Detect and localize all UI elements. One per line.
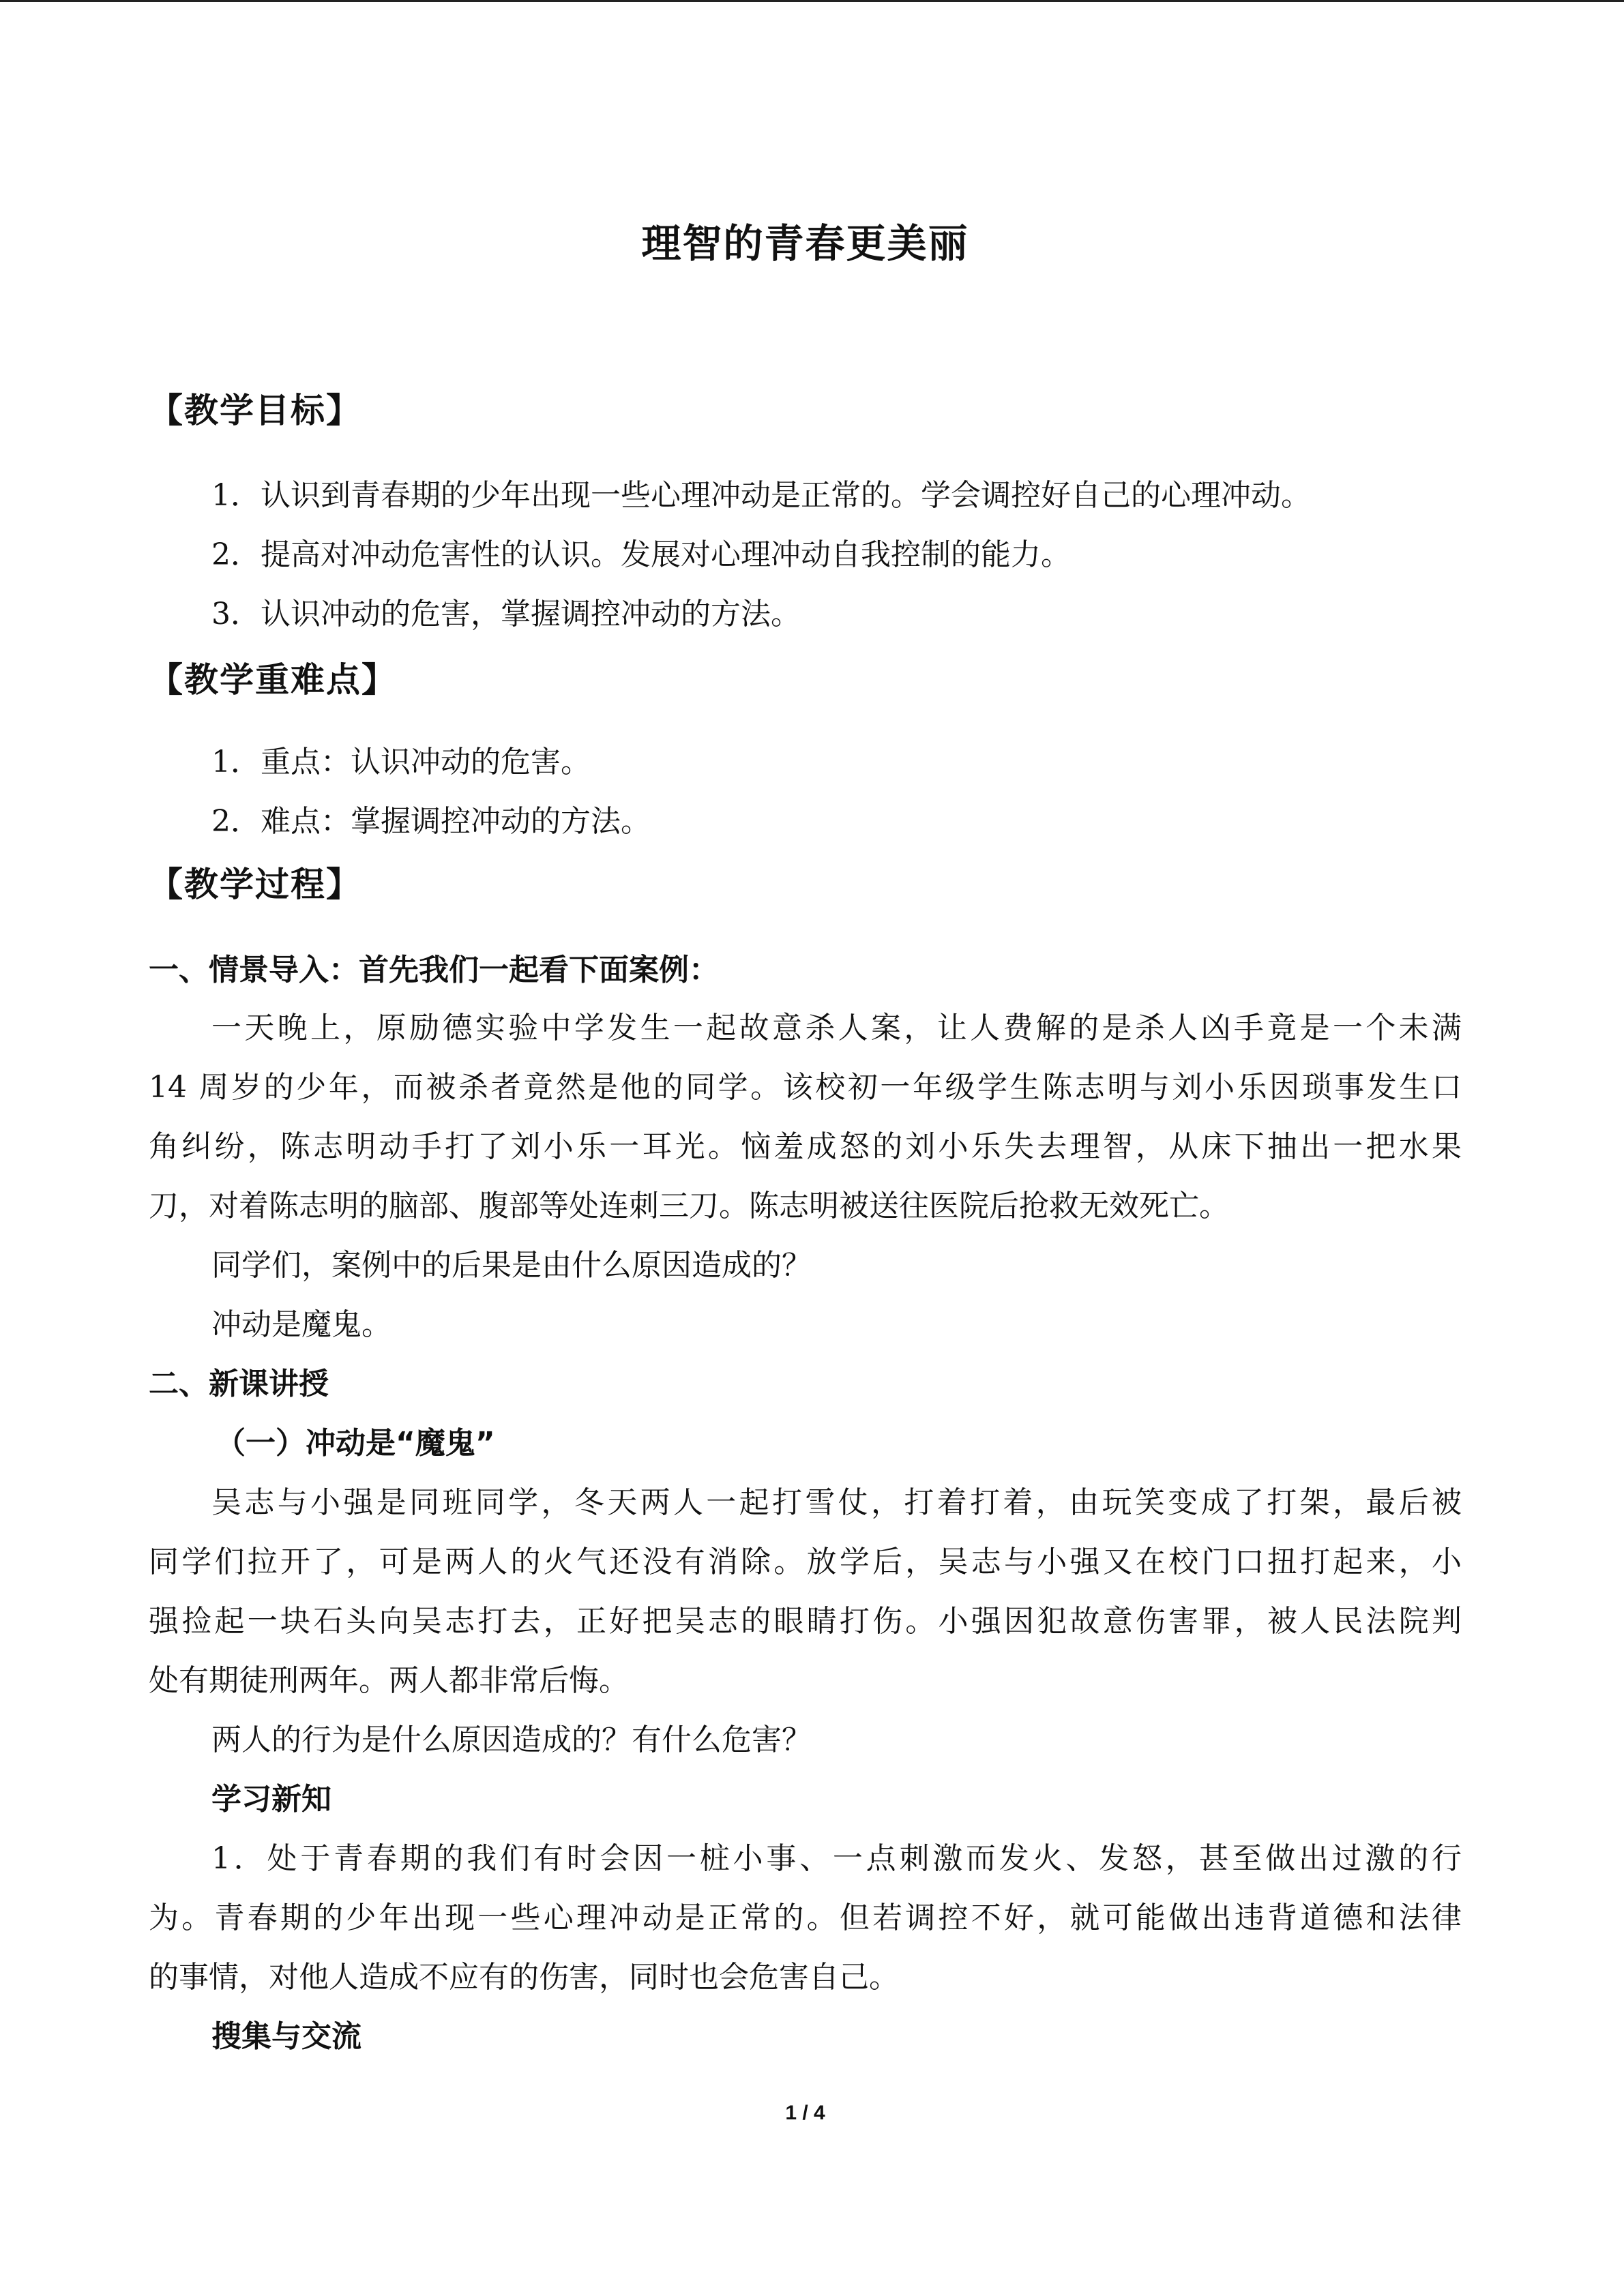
goal-item-2: 2．提高对冲动危害性的认识。发展对心理冲动自我控制的能力。	[211, 537, 1071, 572]
case-paragraph-line-1: 一天晚上，原励德实验中学发生一起故意杀人案，让人费解的是杀人凶手竟是一个未满	[211, 1011, 1462, 1045]
learn-new-knowledge-heading: 学习新知	[211, 1782, 331, 1817]
keypoint-item-1: 1．重点：认识冲动的危害。	[211, 745, 591, 779]
part2-heading: 二、新课讲授	[149, 1367, 329, 1401]
learn-paragraph-line-1: 1．处于青春期的我们有时会因一桩小事、一点刺激而发火、发怒，甚至做出过激的行	[211, 1841, 1462, 1876]
keypoint-item-2: 2．难点：掌握调控冲动的方法。	[211, 804, 651, 839]
story-paragraph-line-3: 强捡起一块石头向吴志打去，正好把吴志的眼睛打伤。小强因犯故意伤害罪，被人民法院判	[149, 1604, 1462, 1639]
goal-item-3: 3．认识冲动的危害，掌握调控冲动的方法。	[211, 597, 801, 631]
subsection1-heading: （一）冲动是“魔鬼”	[216, 1426, 495, 1461]
story-paragraph-line-4: 处有期徒刑两年。两人都非常后悔。	[149, 1663, 629, 1698]
heading-teaching-process: 【教学过程】	[149, 865, 361, 904]
case-paragraph-line-2: 14 周岁的少年，而被杀者竟然是他的同学。该校初一年级学生陈志明与刘小乐因琐事发生口	[149, 1070, 1462, 1105]
question-2: 两人的行为是什么原因造成的？有什么危害？	[211, 1723, 812, 1757]
collect-and-share-heading: 搜集与交流	[211, 2019, 361, 2054]
heading-key-points: 【教学重难点】	[149, 660, 397, 700]
heading-teaching-goals: 【教学目标】	[149, 391, 361, 430]
goal-item-1: 1．认识到青春期的少年出现一些心理冲动是正常的。学会调控好自己的心理冲动。	[211, 478, 1311, 513]
document-title: 理智的青春更美丽	[641, 220, 969, 267]
question-1: 同学们，案例中的后果是由什么原因造成的？	[211, 1248, 812, 1283]
answer-1: 冲动是魔鬼。	[211, 1307, 392, 1342]
learn-paragraph-line-3: 的事情，对他人造成不应有的伤害，同时也会危害自己。	[149, 1960, 899, 1995]
part1-heading: 一、情景导入：首先我们一起看下面案例：	[149, 953, 719, 987]
story-paragraph-line-2: 同学们拉开了，可是两人的火气还没有消除。放学后，吴志与小强又在校门口扭打起来，小	[149, 1545, 1462, 1579]
story-paragraph-line-1: 吴志与小强是同班同学，冬天两人一起打雪仗，打着打着，由玩笑变成了打架，最后被	[211, 1485, 1462, 1520]
case-paragraph-line-4: 刀，对着陈志明的脑部、腹部等处连刺三刀。陈志明被送往医院后抢救无效死亡。	[149, 1189, 1229, 1223]
case-paragraph-line-3: 角纠纷，陈志明动手打了刘小乐一耳光。恼羞成怒的刘小乐失去理智，从床下抽出一把水果	[149, 1129, 1462, 1164]
document-page	[149, 0, 1462, 2296]
learn-paragraph-line-2: 为。青春期的少年出现一些心理冲动是正常的。但若调控不好，就可能做出违背道德和法律	[149, 1900, 1462, 1935]
page-number: 1 / 4	[785, 2102, 825, 2124]
